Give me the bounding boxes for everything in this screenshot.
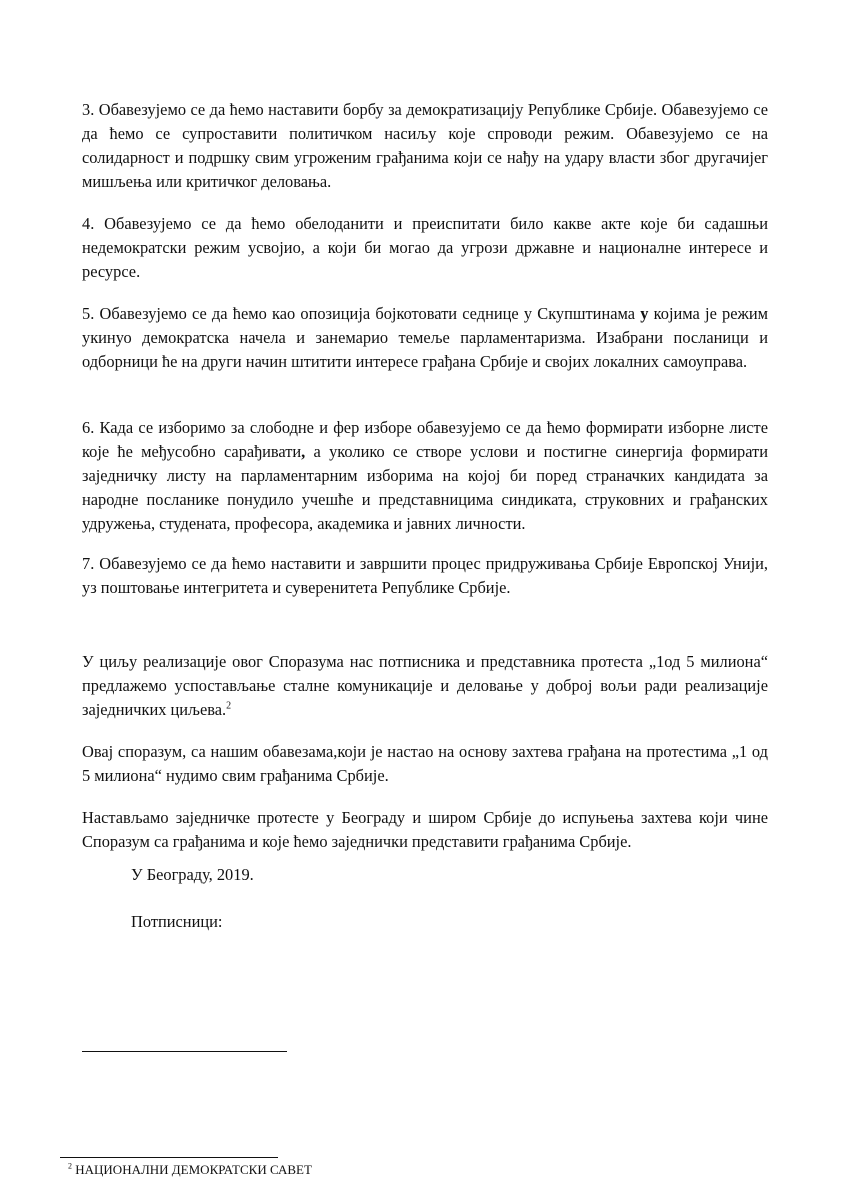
commitment-3: 3. Обавезујемо се да ћемо наставити борбу за демократизацију Републике Србије. Обавезујемо се да ћемо се супроставити политичком насиљу које спроводи режим. Обавезујемо се на солидарност и подршку свим угроженим грађанима који се нађу на удару власти због другачијег мишљења или критичког деловања. bbox=[82, 100, 768, 191]
signature-line bbox=[82, 1051, 287, 1052]
commitment-5-text-a: 5. Обавезујемо се да ћемо као опозиција бојкотовати седнице у Скупштинама bbox=[82, 304, 641, 323]
commitment-6 bbox=[82, 416, 768, 536]
commitment-5-bold: у bbox=[640, 304, 649, 323]
footnote-number: 2 bbox=[68, 1161, 72, 1171]
commitment-6-bold: , bbox=[301, 441, 306, 461]
commitment-7: 7. Обавезујемо се да ћемо наставити и завршити процес придруживања Србије Европској Унији, уз поштовање интегритета и суверенитета Републике Србије. bbox=[82, 554, 768, 597]
signatories-label: Потписници: bbox=[131, 912, 223, 931]
closing-paragraph-1-text: У циљу реализације овог Споразума нас потписника и представника протеста „1од 5 милиона“ предлажемо успостављање сталне комуникације и деловање у доброј вољи ради реализације заједничких циљева. bbox=[82, 652, 768, 719]
commitment-6-text-a: 6. Када се изборимо за слободне и фер изборе обавезујемо се да ћемо формирати изборне листе које ће међусобно сарађивати bbox=[82, 418, 768, 461]
commitment-6-text-b: а уколико се створе услови и постигне синергија формирати заједничку листу на парламентарним изборима на којој би поред страначких кандидата за народне посланике понудило учешће и представницима синдиката, струковних и грађанских удружења, студената, професора, академика и јавних личности. bbox=[82, 441, 768, 533]
place-and-date: У Београду, 2019. bbox=[131, 865, 254, 884]
footnote-separator bbox=[60, 1157, 278, 1158]
closing-paragraph-2: Овај споразум, са нашим обавезама,који је настао на основу захтева грађана на протестима „1 од 5 милиона“ нудимо свим грађанима Србије. bbox=[82, 742, 768, 785]
commitment-4: 4. Обавезујемо се да ћемо обелоданити и преиспитати било какве акте које би садашњи недемократски режим усвојио, а који би могао да угрози државне и националне интересе и ресурсе. bbox=[82, 214, 768, 281]
footnote bbox=[68, 1162, 312, 1178]
commitment-5 bbox=[82, 302, 768, 374]
closing-paragraph-1 bbox=[82, 650, 768, 722]
commitment-5-text-b: којима је режим укинуо демократска начела и занемарио темеље парламентаризма. Изабрани посланици и одборници ће на други начин штитити интересе грађана Србије и својих локалних самоуправа. bbox=[82, 304, 768, 371]
footnote-reference[interactable]: 2 bbox=[226, 700, 232, 712]
footnote-text: НАЦИОНАЛНИ ДЕМОКРАТСКИ САВЕТ bbox=[75, 1162, 312, 1177]
closing-paragraph-3: Настављамо заједничке протесте у Београду и широм Србије до испуњења захтева који чине Споразум са грађанима и које ћемо заједнички представити грађанима Србије. bbox=[82, 808, 768, 851]
